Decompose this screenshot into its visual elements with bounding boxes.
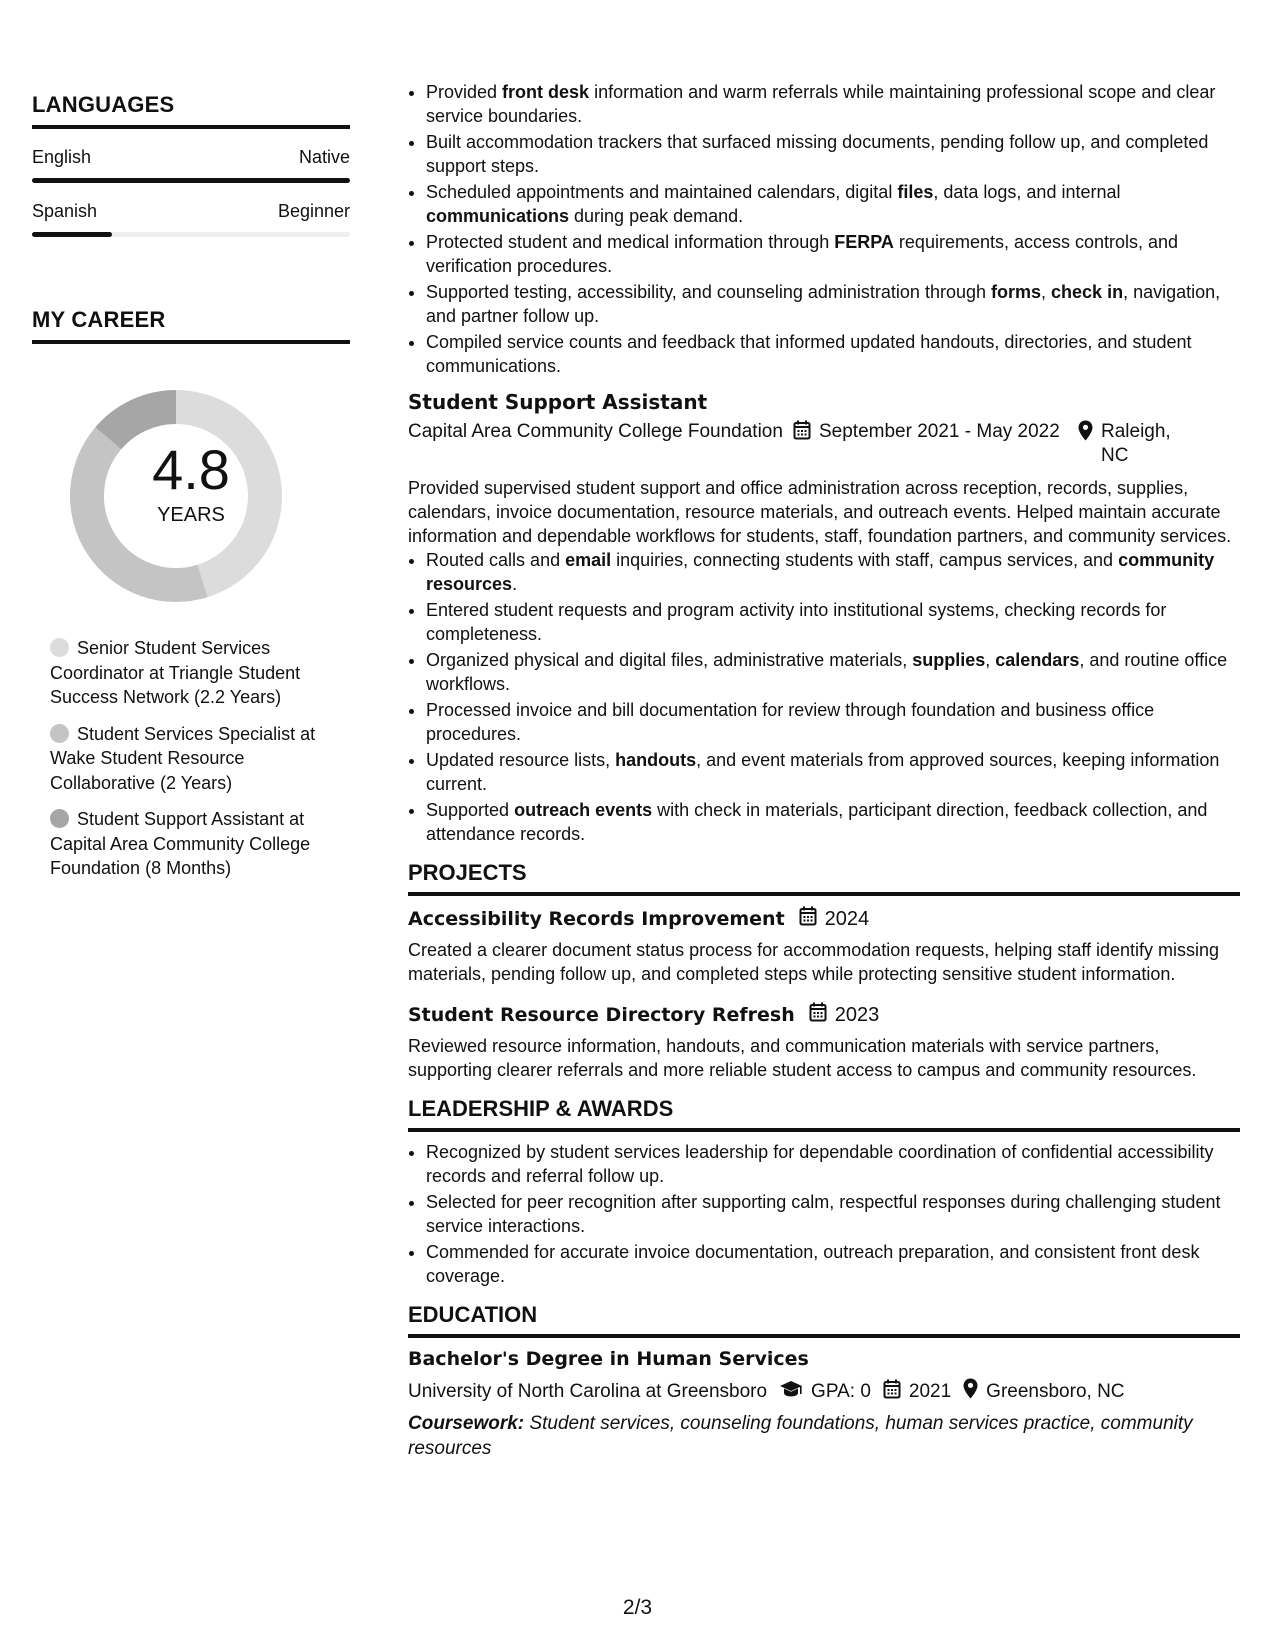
- project-title: Accessibility Records Improvement: [408, 908, 785, 930]
- bullet-item: [426, 698, 1240, 746]
- language-proficiency-fill: [32, 232, 112, 237]
- career-total-unit: YEARS: [157, 504, 225, 526]
- bullet-bold-text: check in: [1051, 282, 1124, 302]
- project-description: Created a clearer document status process for accommodation requests, helping staff identify missing materials, pending follow up, and completed steps while protecting sensitive student information.: [408, 940, 1220, 984]
- bullet-item: [426, 280, 1240, 328]
- education-year: 2021: [908, 1380, 952, 1402]
- education-location-group: [963, 1378, 1124, 1405]
- bullet-text: Provided: [426, 82, 503, 102]
- map-pin-icon: [963, 1378, 978, 1405]
- bullet-bold-text: files: [897, 182, 934, 202]
- language-line: [32, 147, 350, 168]
- bullet-text: Supported: [426, 800, 515, 820]
- bullet-text: Selected for peer recognition after supporting calm, respectful responses during challenging student service interactions.: [426, 1192, 1221, 1236]
- bullet-text: with check in materials, participant direction, feedback collection, and attendance records.: [426, 800, 1208, 844]
- bullet-text: , navigation, and partner follow up.: [426, 282, 1221, 326]
- coursework-label: Coursework:: [408, 1413, 525, 1434]
- job-meta: [408, 420, 1240, 468]
- projects-heading: PROJECTS: [408, 860, 1240, 896]
- bullet-text: ,: [985, 650, 996, 670]
- education-year-group: [883, 1379, 951, 1405]
- bullet-bold-text: FERPA: [834, 232, 894, 252]
- education-section: [408, 1302, 1240, 1461]
- bullet-text: Supported testing, accessibility, and counseling administration through: [426, 282, 991, 302]
- languages-heading: LANGUAGES: [32, 92, 350, 129]
- project-header: [408, 906, 1240, 932]
- bullet-item: [426, 1240, 1240, 1288]
- donut-segment-3: [108, 407, 176, 438]
- bullet-text: , data logs, and internal: [933, 182, 1121, 202]
- language-proficiency-fill: [32, 178, 350, 183]
- career-legend-item: [50, 807, 340, 881]
- bullet-item: [426, 748, 1240, 796]
- bullet-text: Entered student requests and program activity into institutional systems, checking records for completeness.: [426, 600, 1167, 644]
- bullet-text: inquiries, connecting students with staff, campus services, and: [611, 550, 1119, 570]
- leadership-heading: LEADERSHIP & AWARDS: [408, 1096, 1240, 1132]
- bullet-item: [426, 598, 1240, 646]
- education-heading: EDUCATION: [408, 1302, 1240, 1338]
- languages-list: [32, 147, 350, 237]
- bullet-text: , and routine office workflows.: [426, 650, 1228, 694]
- bullet-text: during peak demand.: [569, 206, 744, 226]
- bullet-item: [426, 230, 1240, 278]
- bullet-text: Commended for accurate invoice documentation, outreach preparation, and consistent front desk coverage.: [426, 1242, 1200, 1286]
- legend-dot-icon: [50, 638, 69, 657]
- map-pin-icon: [1078, 420, 1093, 448]
- job-company: Capital Area Community College Foundation: [408, 421, 783, 442]
- language-level: Beginner: [277, 201, 350, 221]
- previous-job-bullets: [408, 80, 1240, 378]
- career-donut-chart: [32, 372, 350, 612]
- project-year: [799, 906, 870, 932]
- language-line: [32, 201, 350, 222]
- calendar-icon: [793, 420, 811, 447]
- bullet-bold-text: communications: [426, 206, 570, 226]
- project-year: [809, 1002, 880, 1028]
- job-location-text: Raleigh, NC: [1101, 421, 1171, 466]
- bullet-bold-text: email: [565, 550, 612, 570]
- leadership-bullets: [408, 1140, 1240, 1288]
- career-legend-label: Student Support Assistant at Capital Area Community College Foundation (8 Months): [50, 809, 311, 878]
- bullet-item: [426, 80, 1240, 128]
- career-legend-item: [50, 722, 340, 796]
- calendar-icon: [799, 906, 817, 932]
- education-school: University of North Carolina at Greensboro: [408, 1380, 768, 1402]
- language-name: Spanish: [32, 201, 98, 221]
- leadership-section: [408, 1096, 1240, 1288]
- bullet-bold-text: community resources: [426, 550, 1215, 594]
- project-header: [408, 1002, 1240, 1028]
- graduation-cap-icon: [779, 1380, 803, 1404]
- bullet-item: [426, 648, 1240, 696]
- bullet-item: [426, 1190, 1240, 1238]
- project-entry: [408, 906, 1240, 986]
- career-section: [32, 307, 350, 881]
- education-degree: Bachelor's Degree in Human Services: [408, 1348, 809, 1370]
- language-level: Native: [298, 147, 350, 167]
- career-legend-item: [50, 636, 340, 710]
- legend-dot-icon: [50, 809, 69, 828]
- bullet-item: [426, 548, 1240, 596]
- bullet-item: [426, 1140, 1240, 1188]
- project-year-text: 2023: [834, 1003, 880, 1026]
- language-proficiency-bar: [32, 232, 350, 237]
- education-school-group: [408, 1381, 767, 1403]
- bullet-text: Routed calls and: [426, 550, 566, 570]
- bullet-bold-text: handouts: [615, 750, 697, 770]
- bullet-item: [426, 330, 1240, 378]
- bullet-bold-text: calendars: [995, 650, 1080, 670]
- job-summary: Provided supervised student support and office administration across reception, records, supplies, calendars, invoice documentation, resource materials, and outreach events. Helped maintain accurate information and dependable workflows for students, staff, foundation partners, and community services.: [408, 478, 1232, 546]
- page-number: 2/3: [622, 1596, 653, 1619]
- project-description: Reviewed resource information, handouts, and communication materials with service partners, supporting clearer referrals and more reliable student access to campus and community resources.: [408, 1036, 1197, 1080]
- project-entry: [408, 1002, 1240, 1082]
- bullet-bold-text: forms: [991, 282, 1042, 302]
- bullet-text: Compiled service counts and feedback that informed updated handouts, directories, and student communications.: [426, 332, 1192, 376]
- bullet-text: ,: [1041, 282, 1052, 302]
- career-legend-label: Student Services Specialist at Wake Student Resource Collaborative (2 Years): [50, 723, 316, 793]
- calendar-icon: [883, 1379, 901, 1405]
- legend-dot-icon: [50, 724, 69, 743]
- bullet-bold-text: front desk: [502, 82, 590, 102]
- bullet-text: Scheduled appointments and maintained calendars, digital: [426, 182, 898, 202]
- projects-section: [408, 860, 1240, 1082]
- education-gpa-group: [779, 1380, 871, 1404]
- job-entry: [408, 390, 1240, 846]
- career-legend-label: Senior Student Services Coordinator at Triangle Student Success Network (2.2 Years): [50, 638, 301, 707]
- sidebar: [32, 92, 350, 893]
- education-gpa: GPA: 0: [811, 1380, 871, 1402]
- job-title: Student Support Assistant: [408, 390, 708, 414]
- education-coursework: [408, 1411, 1240, 1461]
- job-dates: [793, 420, 1078, 468]
- bullet-bold-text: outreach events: [514, 800, 653, 820]
- education-meta: [408, 1378, 1240, 1405]
- bullet-text: .: [512, 574, 518, 594]
- bullet-item: [426, 130, 1240, 178]
- bullet-text: Organized physical and digital files, administrative materials,: [426, 650, 913, 670]
- career-heading: MY CAREER: [32, 307, 350, 344]
- career-total-value: 4.8: [152, 438, 230, 501]
- languages-section: [32, 92, 350, 237]
- calendar-icon: [809, 1002, 827, 1028]
- bullet-text: , and event materials from approved sources, keeping information current.: [426, 750, 1220, 794]
- bullet-text: Updated resource lists,: [426, 750, 616, 770]
- projects-list: [408, 906, 1240, 1082]
- project-year-text: 2024: [824, 907, 870, 930]
- language-row: [32, 201, 350, 237]
- bullet-bold-text: supplies: [912, 650, 986, 670]
- career-legend: [50, 636, 340, 881]
- bullet-item: [426, 180, 1240, 228]
- job-bullets: [408, 548, 1240, 846]
- coursework-text: Student services, counseling foundations, human services practice, community resources: [408, 1413, 1193, 1459]
- bullet-item: [426, 798, 1240, 846]
- main-content: [408, 80, 1240, 1461]
- bullet-text: Processed invoice and bill documentation for review through foundation and business office procedures.: [426, 700, 1155, 744]
- language-proficiency-bar: [32, 178, 350, 183]
- education-location: Greensboro, NC: [986, 1380, 1125, 1402]
- job-dates-text: September 2021 - May 2022: [819, 421, 1060, 442]
- project-title: Student Resource Directory Refresh: [408, 1004, 795, 1026]
- bullet-text: Built accommodation trackers that surfaced missing documents, pending follow up, and completed support steps.: [426, 132, 1209, 176]
- language-name: English: [32, 147, 92, 167]
- bullet-text: Protected student and medical information through: [426, 232, 835, 252]
- bullet-text: information and warm referrals while maintaining professional scope and clear service boundaries.: [426, 82, 1216, 126]
- bullet-text: Recognized by student services leadership for dependable coordination of confidential accessibility records and referral follow up.: [426, 1142, 1214, 1186]
- language-row: [32, 147, 350, 183]
- bullet-text: requirements, access controls, and verification procedures.: [426, 232, 1179, 276]
- job-location: [1078, 420, 1198, 468]
